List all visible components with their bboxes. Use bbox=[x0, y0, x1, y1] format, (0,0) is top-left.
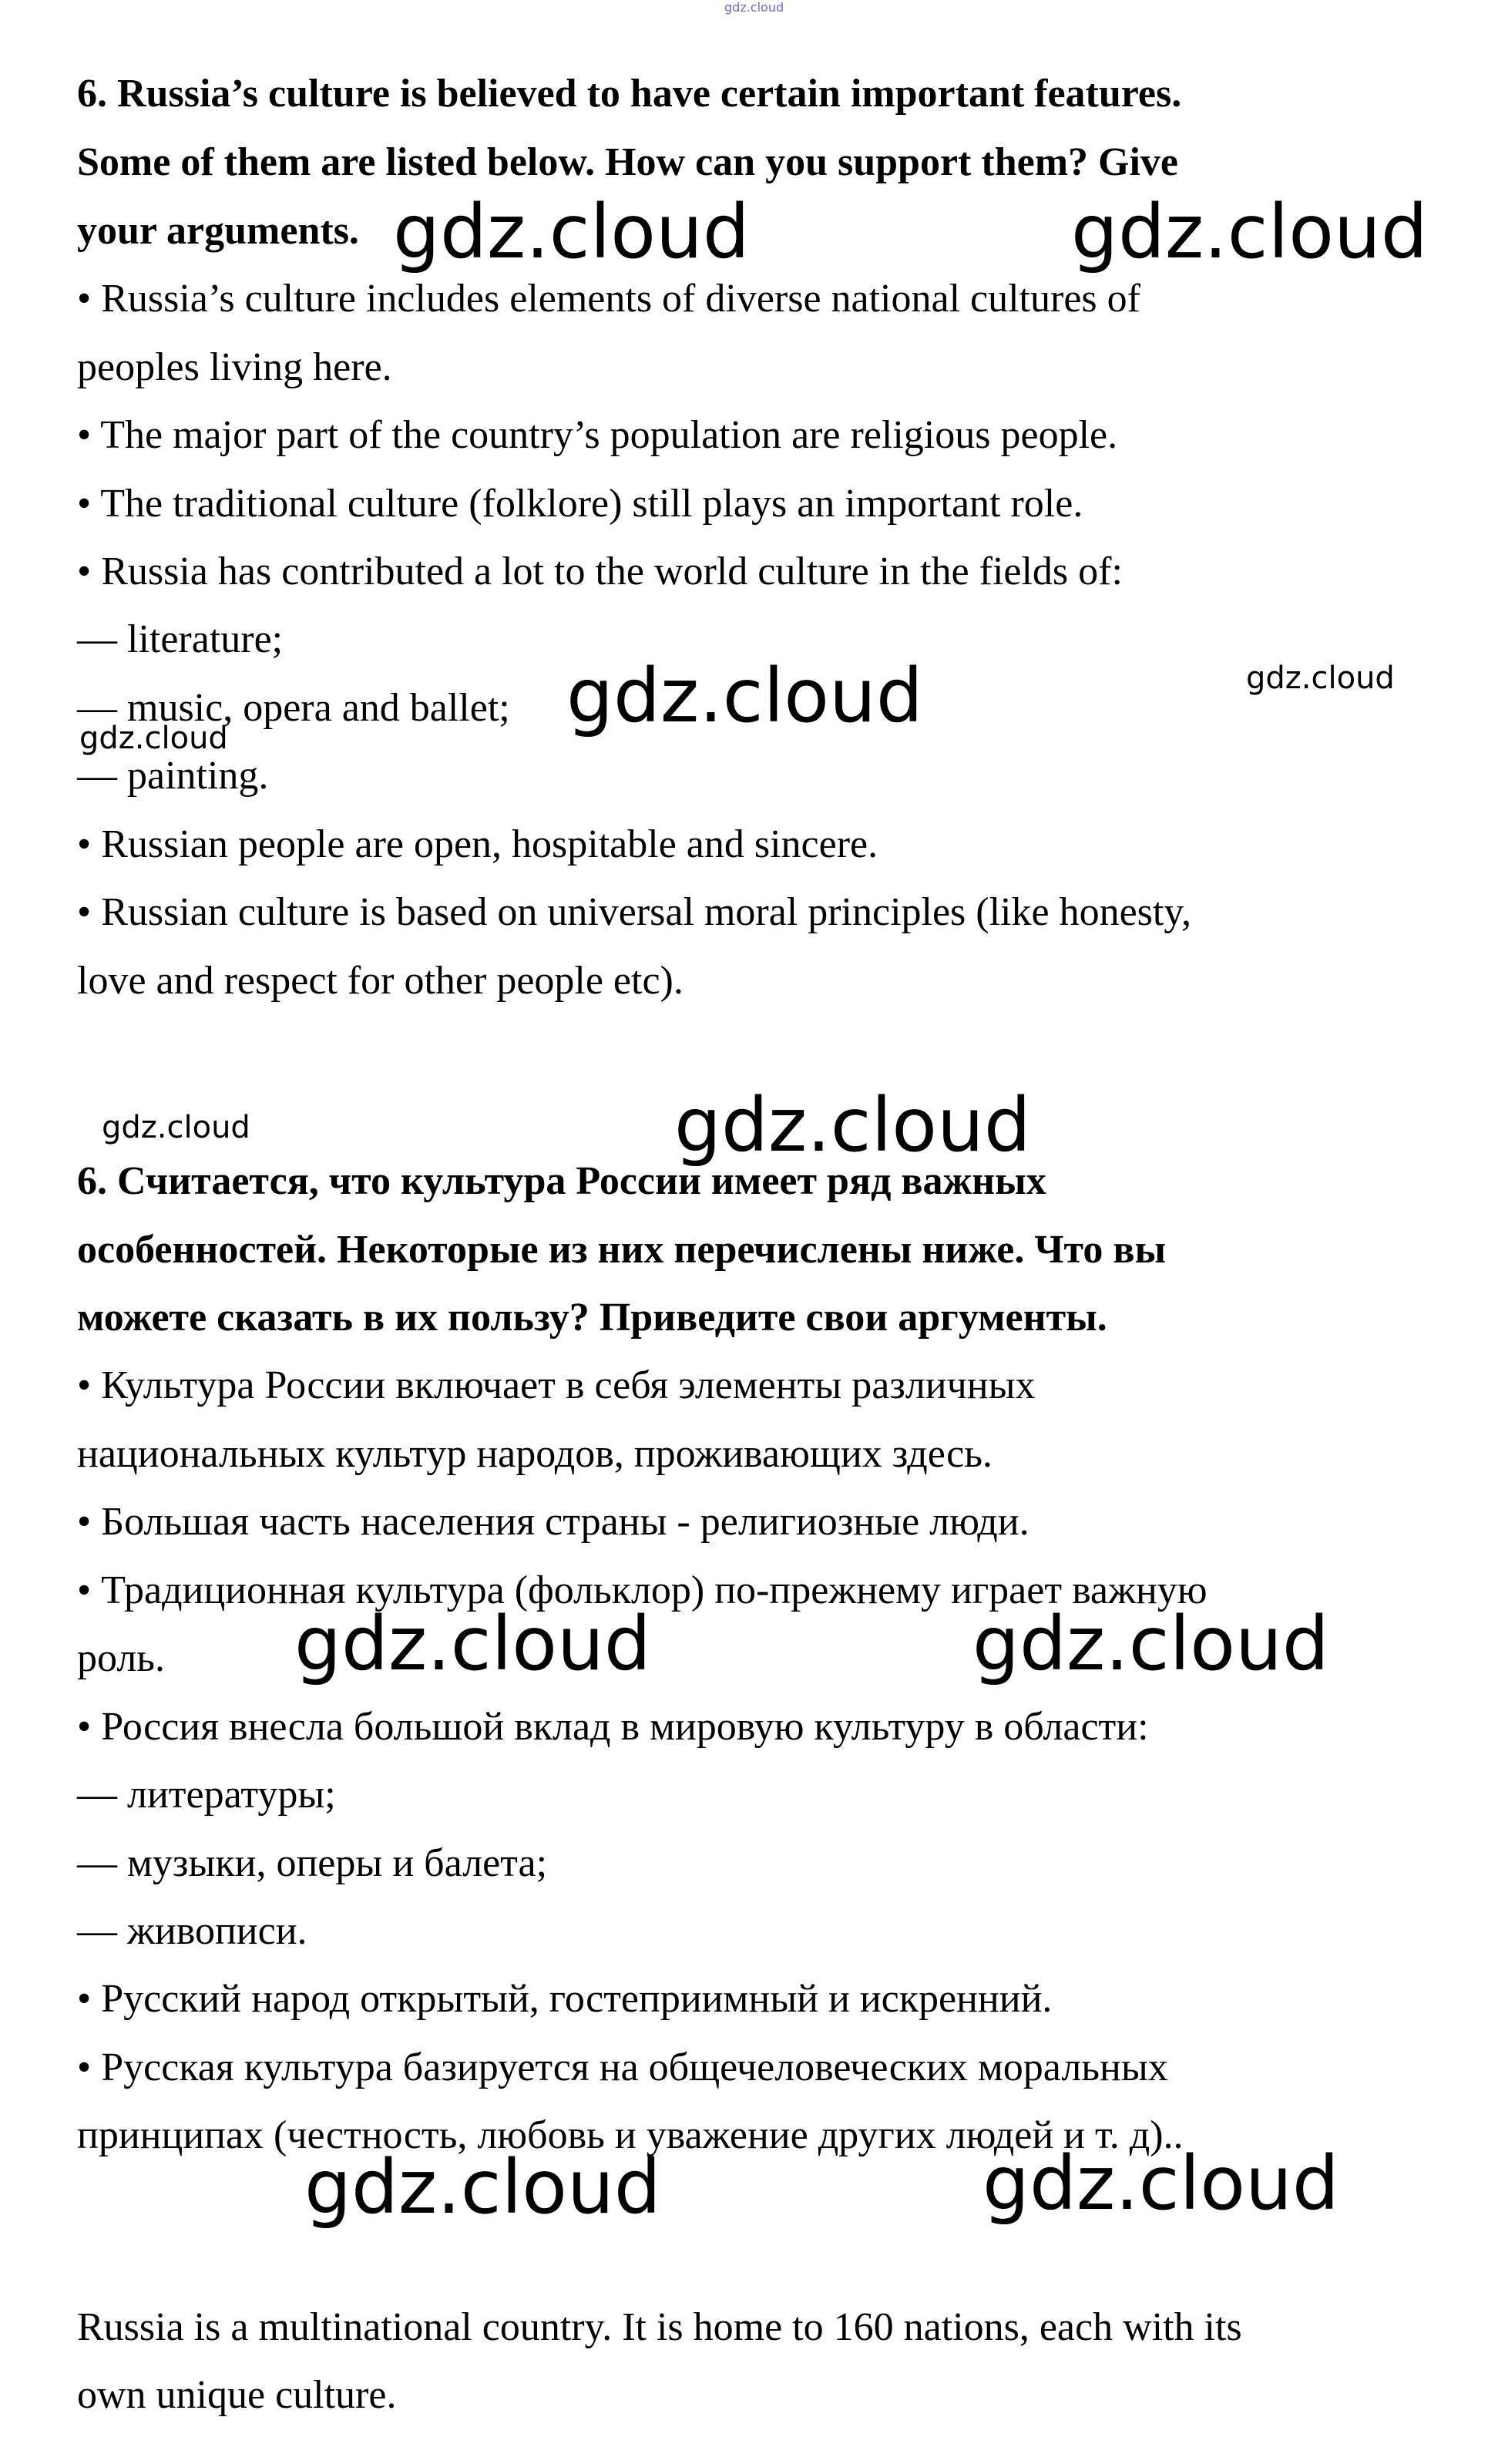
watermark-10: gdz.cloud bbox=[304, 2144, 661, 2230]
watermark-7: gdz.cloud bbox=[674, 1082, 1031, 1168]
watermark-3: gdz.cloud bbox=[566, 653, 923, 739]
watermark-1: gdz.cloud bbox=[393, 189, 750, 275]
english-body-line-6: — literature; bbox=[77, 617, 284, 661]
english-body-line-5: • Russia has contributed a lot to the world culture in the fields of: bbox=[77, 550, 1123, 593]
russian-body-line-9: — живописи. bbox=[77, 1909, 307, 1953]
russian-body-line-11: • Русская культура базируется на общечеловеческих моральных bbox=[77, 2045, 1168, 2089]
english-body-line-3: • The major part of the country’s population are religious people. bbox=[77, 413, 1118, 457]
russian-body-line-4: • Традиционная культура (фольклор) по-прежнему играет важную bbox=[77, 1568, 1208, 1612]
watermark-11: gdz.cloud bbox=[982, 2140, 1339, 2227]
english-body-line-2: peoples living here. bbox=[77, 345, 392, 389]
top-watermark: gdz.cloud bbox=[724, 0, 784, 15]
russian-heading-line-2: особенностей. Некоторые из них перечислены ниже. Что вы bbox=[77, 1228, 1167, 1272]
russian-body-line-8: — музыки, оперы и балета; bbox=[77, 1841, 548, 1885]
english-body-line-8: — painting. bbox=[77, 754, 269, 798]
russian-body-line-1: • Культура России включает в себя элементы различных bbox=[77, 1363, 1036, 1407]
english-body-line-10: • Russian culture is based on universal moral principles (like honesty, bbox=[77, 890, 1191, 934]
closing-line-2: own unique culture. bbox=[77, 2373, 397, 2417]
watermark-6: gdz.cloud bbox=[102, 1110, 250, 1145]
watermark-5: gdz.cloud bbox=[79, 721, 228, 756]
english-body-line-1: • Russia’s culture includes elements of diverse national cultures of bbox=[77, 277, 1140, 321]
watermark-8: gdz.cloud bbox=[294, 1601, 651, 1687]
russian-body-line-5: роль. bbox=[77, 1636, 165, 1680]
russian-body-line-12: принципах (честность, любовь и уважение других людей и т. д).. bbox=[77, 2113, 1184, 2157]
russian-body-line-2: национальных культур народов, проживающих здесь. bbox=[77, 1432, 993, 1476]
closing-line-1: Russia is a multinational country. It is home to 160 nations, each with its bbox=[77, 2305, 1242, 2349]
russian-body-line-10: • Русский народ открытый, гостеприимный и искренний. bbox=[77, 1977, 1053, 2021]
english-heading-line-2: Some of them are listed below. How can you support them? Give bbox=[77, 140, 1178, 184]
russian-heading-line-1: 6. Считается, что культура России имеет ряд важных bbox=[77, 1159, 1046, 1203]
watermark-9: gdz.cloud bbox=[972, 1601, 1329, 1687]
english-body-line-4: • The traditional culture (folklore) still plays an important role. bbox=[77, 482, 1083, 526]
russian-heading-line-3: можете сказать в их пользу? Приведите свои аргументы. bbox=[77, 1296, 1107, 1340]
watermark-2: gdz.cloud bbox=[1071, 189, 1428, 275]
russian-body-line-7: — литературы; bbox=[77, 1773, 336, 1817]
english-heading-line-1: 6. Russia’s culture is believed to have certain important features. bbox=[77, 72, 1182, 116]
english-body-line-11: love and respect for other people etc). bbox=[77, 959, 684, 1003]
english-body-line-7: — music, opera and ballet; bbox=[77, 686, 510, 730]
english-body-line-9: • Russian people are open, hospitable and sincere. bbox=[77, 822, 878, 866]
russian-body-line-6: • Россия внесла большой вклад в мировую культуру в области: bbox=[77, 1705, 1149, 1749]
russian-body-line-3: • Большая часть населения страны - религиозные люди. bbox=[77, 1500, 1030, 1544]
english-heading-line-3: your arguments. bbox=[77, 209, 359, 253]
watermark-4: gdz.cloud bbox=[1246, 661, 1395, 696]
